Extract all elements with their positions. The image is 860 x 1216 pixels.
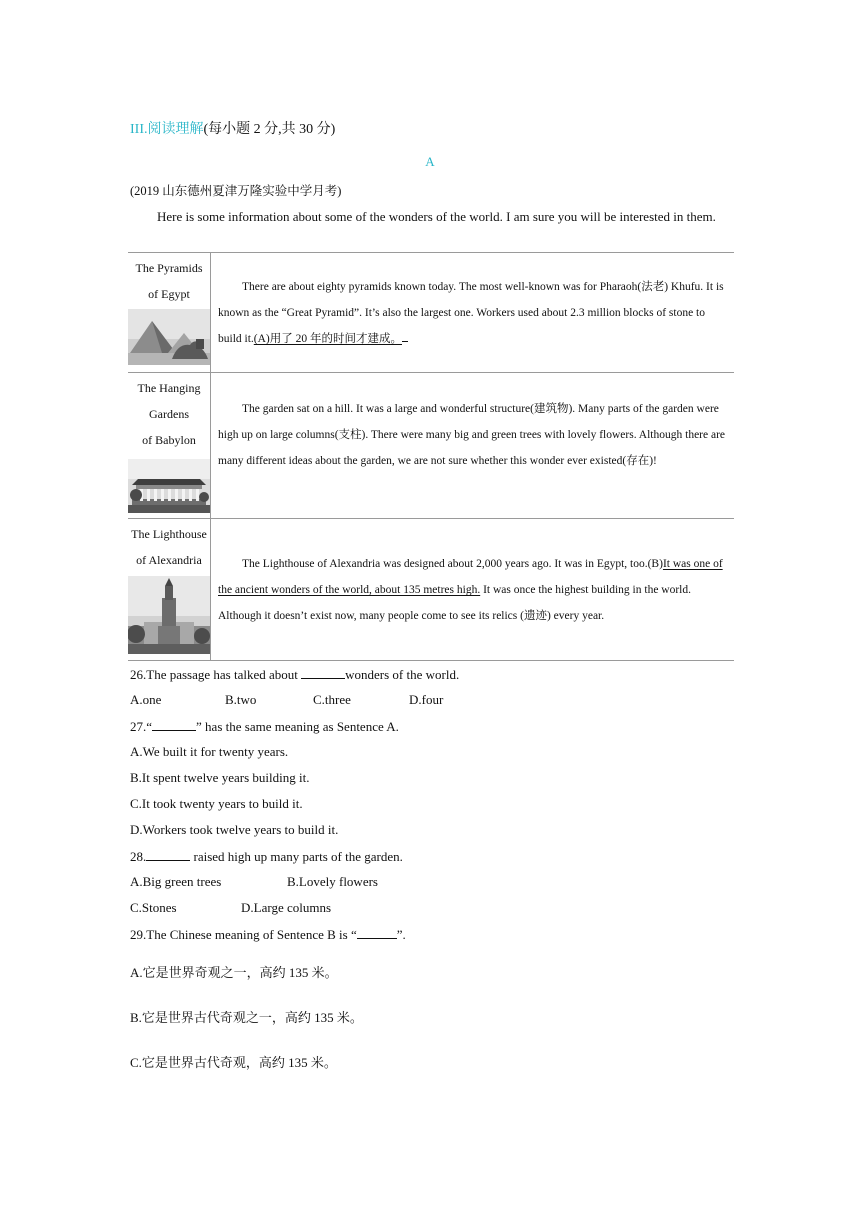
wonder-name: of Babylon	[142, 433, 196, 447]
option-b[interactable]: B.它是世界古代奇观之一，高约 135 米。	[130, 1010, 363, 1025]
question-28	[130, 848, 403, 865]
option-c[interactable]: C.It took twenty years to build it.	[130, 796, 303, 811]
answer-blank[interactable]	[152, 718, 196, 731]
option-a[interactable]: A.它是世界奇观之一，高约 135 米。	[130, 965, 338, 980]
wonder-name: Gardens	[149, 407, 189, 421]
table-row	[128, 253, 734, 373]
answer-blank[interactable]	[357, 926, 397, 939]
option-c[interactable]: C.Stones	[130, 900, 177, 915]
sentence-b-underlined: It was one of the ancient wonders of the world, about 135 metres high.	[218, 558, 723, 596]
question-26	[130, 666, 459, 683]
wonder-name: The Lighthouse	[131, 527, 207, 541]
description-text: There are about eighty pyramids known today. The most well-known was for Pharaoh(法老) Khufu. It is known as the “Great Pyramid”. It’s also the largest one. Workers used about 2.3 million blocks of stone to build it.	[218, 281, 724, 345]
question-stem: ” has the same meaning as Sentence A.	[196, 719, 399, 734]
option-c[interactable]: C.它是世界古代奇观，高约 135 米。	[130, 1055, 337, 1070]
question-stem: wonders of the world.	[345, 667, 460, 682]
option-b[interactable]: B.two	[225, 692, 257, 707]
description-text: The Lighthouse of Alexandria was designed about 2,000 years ago. It was in Egypt, too.(B)	[242, 558, 663, 570]
question-stem: 27.“	[130, 719, 153, 734]
option-b[interactable]: B.Lovely flowers	[287, 874, 378, 889]
answer-blank[interactable]	[146, 848, 190, 861]
option-a[interactable]: A.one	[130, 692, 162, 707]
section-title-score: (每小题 2 分,共 30 分)	[203, 122, 336, 137]
table-row	[128, 519, 734, 661]
lighthouse-photo	[128, 576, 210, 654]
pyramid-sphinx-photo	[128, 309, 210, 365]
wonder-name: of Alexandria	[136, 553, 202, 567]
question-stem: ”.	[396, 927, 406, 942]
option-c[interactable]: C.three	[313, 692, 351, 707]
section-title	[130, 118, 335, 138]
option-d[interactable]: D.four	[409, 692, 444, 707]
question-28-options	[130, 900, 331, 916]
wonder-description	[211, 519, 735, 661]
intro-paragraph: Here is some information about some of the wonders of the world. I am sure you will be interested in them.	[157, 209, 716, 224]
wonder-name-cell	[128, 519, 211, 661]
wonders-table	[128, 252, 734, 661]
wonder-description-text	[218, 274, 728, 352]
wonder-name-cell	[128, 253, 211, 373]
wonder-name-cell	[128, 373, 211, 519]
question-27	[130, 718, 399, 735]
option-d[interactable]: D.Workers took twelve years to build it.	[130, 822, 339, 837]
wonder-description-text: The garden sat on a hill. It was a large and wonderful structure(建筑物). Many parts of the garden were high up on large columns(支柱). There were many big and green trees with lovely flowers. Although there are many different ideas about the garden, we are not sure whether this wonder ever existed(存在)!	[218, 403, 726, 467]
section-title-label: III.阅读理解	[130, 122, 204, 137]
part-label: A	[425, 154, 435, 169]
question-28-options	[130, 874, 378, 890]
wonder-name: The Hanging	[137, 381, 201, 395]
question-stem: raised high up many parts of the garden.	[190, 849, 403, 864]
question-26-options	[130, 692, 443, 708]
wonder-description	[211, 373, 735, 519]
question-stem: 28.	[130, 849, 147, 864]
hanging-gardens-photo	[128, 459, 210, 513]
question-29	[130, 926, 406, 943]
source-note: (2019 山东德州夏津万隆实验中学月考)	[130, 184, 342, 198]
wonder-description-text	[218, 551, 728, 629]
wonder-name: The Pyramids	[135, 261, 203, 275]
option-a[interactable]: A.Big green trees	[130, 874, 222, 889]
option-b[interactable]: B.It spent twelve years building it.	[130, 770, 310, 785]
wonder-description	[211, 253, 735, 373]
option-a[interactable]: A.We built it for twenty years.	[130, 744, 289, 759]
wonder-name: of Egypt	[148, 287, 190, 301]
table-row	[128, 373, 734, 519]
description-text: It was once the highest building in the world. Although it doesn’t exist now, many people come to see its relics (遗迹) every year.	[218, 584, 691, 622]
sentence-a-underlined: (A)用了 20 年的时间才建成。	[253, 333, 402, 345]
question-stem: 26.The passage has talked about	[130, 667, 302, 682]
answer-blank[interactable]	[301, 666, 345, 679]
question-stem: 29.The Chinese meaning of Sentence B is “	[130, 927, 357, 942]
option-d[interactable]: D.Large columns	[241, 900, 332, 915]
